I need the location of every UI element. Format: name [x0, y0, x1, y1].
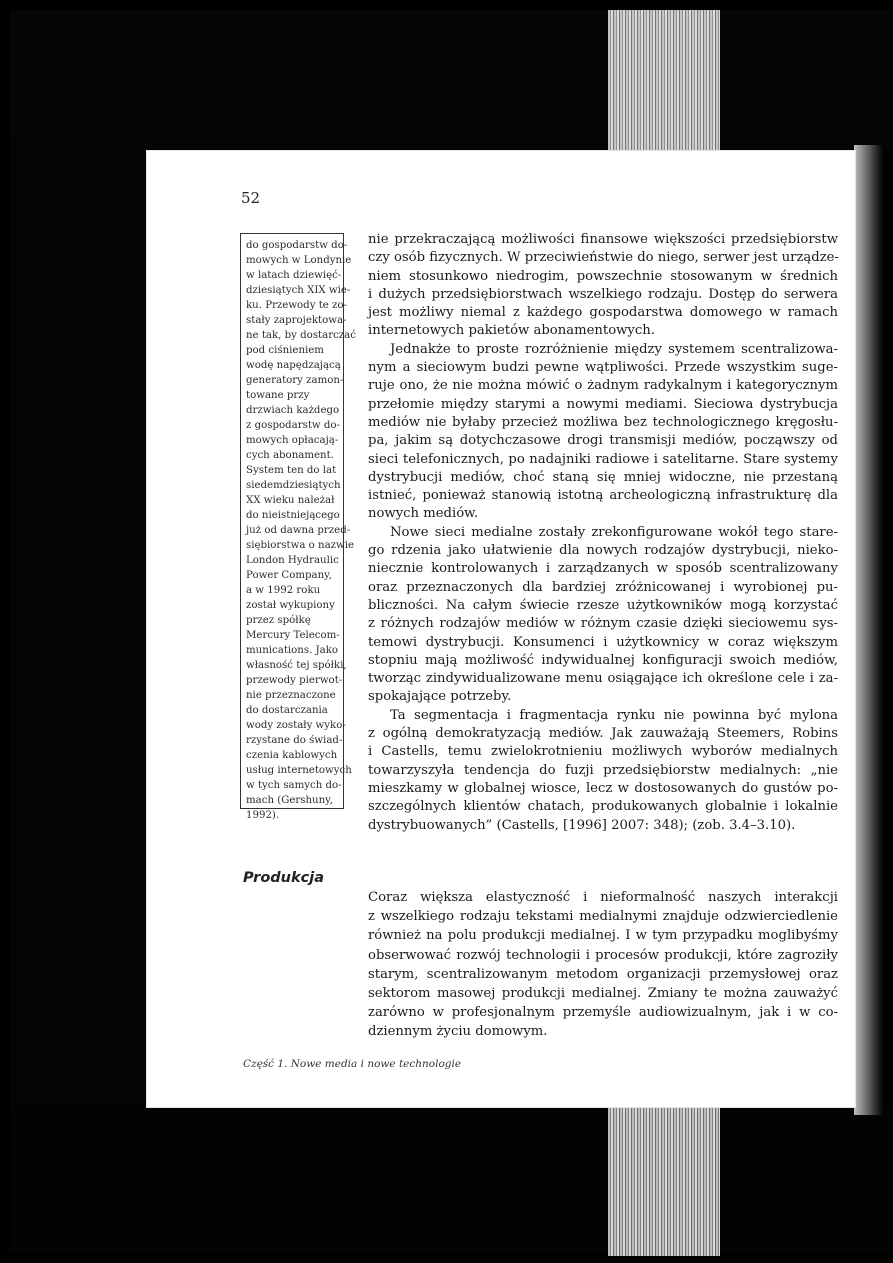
sidebar-line: w tych samych do- [246, 780, 342, 791]
paragraph [368, 231, 838, 341]
sidebar-line: ku. Przewody te zo- [246, 300, 348, 311]
text-line: czy osób fizycznych. W przeciwieństwie do niego, serwer jest urządze- [368, 250, 839, 266]
sidebar-line: generatory zamon- [246, 375, 344, 386]
text-line: istnieć, ponieważ stanowią istotną archeologiczną infrastrukturę dla [368, 488, 838, 504]
scan-left-shadow [10, 140, 146, 1115]
text-line: ruje ono, że nie można mówić o żadnym radykalnym i kategorycznym [368, 378, 838, 394]
section-heading: Produkcja [243, 870, 324, 886]
text-line: również na polu produkcji medialnej. I w tym przypadku moglibyśmy [368, 928, 838, 944]
text-line: mieszkamy w globalnej wiosce, lecz w dostosowanych do gustów po- [368, 780, 838, 796]
text-line: oraz przeznaczonych dla bardziej zróżnicowanej i wyrobionej pu- [368, 579, 838, 595]
text-line: nie przekraczającą możliwości finansowe większości przedsiębiorstw [368, 232, 838, 247]
text-line: sektorom masowej produkcji medialnej. Zmiany te można zauważyć [368, 986, 838, 1002]
text-line: Jednakże to proste rozróżnienie między systemem scentralizowa- [390, 341, 838, 357]
sidebar-line: wody zostały wyko- [246, 720, 346, 731]
text-line: bliczności. Na całym świecie rzesze użytkowników mogą korzystać [368, 597, 838, 613]
text-line: starym, scentralizowanym metodom organizacji przemysłowej oraz [368, 966, 838, 982]
text-line: z wszelkiego rodzaju tekstami medialnymi znajduje odzwierciedlenie [368, 909, 838, 925]
text-line: dystrybucji mediów, choć staną się mniej widoczne, nie przestaną [368, 469, 838, 485]
sidebar-line: przewody pierwot- [246, 675, 343, 686]
text-line: obserwować rozwój technologii i procesów produkcji, które zagroziły [368, 947, 838, 963]
sidebar-line: drzwiach każdego [246, 405, 340, 416]
text-line: sieci telefonicznych, po nadajniki radiowe i satelitarne. Stare systemy [368, 451, 838, 467]
sidebar-line: rzystane do świad- [246, 735, 343, 746]
sidebar-line: mowych opłacają- [246, 435, 339, 446]
sidebar-note [240, 233, 356, 821]
text-line: i dużych przedsiębiorstwach wszelkiego rodzaju. Dostęp do serwera [368, 286, 838, 302]
text-line: z różnych rodzajów mediów w różnym czasie dzięki sieciowemu sys- [368, 616, 838, 632]
paragraph [368, 707, 838, 835]
main-text [368, 231, 838, 835]
sidebar-line: został wykupiony [246, 600, 335, 611]
sidebar-line: mowych w Londynie [246, 255, 352, 266]
text-line: dziennym życiu domowym. [368, 1024, 548, 1040]
sidebar-line: przez spółkę [246, 615, 311, 626]
sidebar-line: a w 1992 roku [246, 585, 321, 596]
scan-bottom-shadow [10, 1108, 890, 1253]
sidebar-line: 1992). [246, 810, 280, 821]
text-line: z ogólną demokratyzacją mediów. Jak zauważają Steemers, Robins [368, 726, 838, 742]
text-line: Ta segmentacja i fragmentacja rynku nie powinna być mylona [390, 707, 838, 723]
sidebar-line: Mercury Telecom- [246, 630, 340, 641]
sidebar-line: wodę napędzającą [246, 360, 341, 371]
section-text [368, 888, 838, 1042]
text-line: dystrybuowanych” (Castells, [1996] 2007: 348); (zob. 3.4–3.10). [368, 817, 796, 833]
text-line: jest możliwy niemal z każdego gospodarstwa domowego w ramach [368, 305, 838, 321]
sidebar-line: do gospodarstw do- [246, 240, 348, 251]
text-line: nym a sieciowym budzi pewne wątpliwości. Przede wszystkim suge- [368, 360, 838, 376]
sidebar-line: XX wieku należał [246, 495, 335, 506]
sidebar-line: System ten do lat [246, 465, 337, 476]
sidebar-line: mach (Gershuny, [246, 795, 333, 806]
sidebar-line: ne tak, by dostarczać [246, 330, 356, 341]
sidebar-line: cych abonament. [246, 450, 334, 461]
page-edge-shadow [854, 145, 884, 1115]
text-line: go rdzenia jako ułatwienie dla nowych rodzajów dystrybucji, nieko- [368, 543, 838, 559]
sidebar-line: pod ciśnieniem [246, 345, 324, 356]
text-line: nowych mediów. [368, 506, 479, 522]
sidebar-line: własność tej spółki, [246, 660, 347, 671]
sidebar-line: Power Company, [246, 570, 332, 581]
text-line: towarzyszyła tendencja do fuzji przedsiębiorstw medialnych: „nie [368, 762, 838, 778]
text-line: mediów nie byłaby przecież możliwa bez technologicznego kręgosłu- [368, 414, 838, 430]
sidebar-line: w latach dziewięć- [246, 270, 342, 281]
scan-artifact-bottom [608, 1098, 720, 1256]
sidebar-line: do nieistniejącego [246, 510, 340, 521]
text-line: Coraz większa elastyczność i nieformalność naszych interakcji [368, 890, 838, 905]
text-line: niem stosunkowo niedrogim, powszechnie stosowanym w średnich [368, 268, 838, 284]
text-line: spokajające potrzeby. [368, 689, 512, 705]
sidebar-line: usług internetowych [246, 765, 352, 776]
text-line: Nowe sieci medialne zostały zrekonfigurowane wokół tego stare- [390, 524, 838, 540]
paragraph [368, 524, 838, 707]
text-line: zarówno w profesjonalnym przemyśle audiowizualnym, jak i w co- [368, 1005, 838, 1021]
sidebar-line: nie przeznaczone [246, 690, 336, 701]
text-line: pa, jakim są dotychczasowe drogi transmisji mediów, począwszy od [368, 433, 838, 449]
sidebar-line: już od dawna przed- [246, 525, 351, 536]
page-number: 52 [241, 189, 261, 207]
sidebar-line: stały zaprojektowa- [246, 315, 347, 326]
sidebar-line: munications. Jako [246, 645, 339, 656]
scan-artifact-top [608, 10, 720, 165]
text-line: szczególnych klientów chatach, produkowanych globalnie i lokalnie [368, 799, 838, 815]
paragraph [368, 341, 838, 524]
sidebar-line: dziesiątych XIX wie- [246, 285, 351, 296]
sidebar-line: z gospodarstw do- [246, 420, 340, 431]
text-line: tworząc zindywidualizowane menu osiągające ich określone cele i za- [368, 671, 838, 687]
sidebar-line: do dostarczania [246, 705, 328, 716]
sidebar-line: London Hydraulic [246, 555, 339, 566]
scan-top-shadow [10, 10, 890, 150]
text-line: przełomie między starymi a nowymi mediami. Sieciowa dystrybucja [368, 396, 838, 412]
text-line: i Castells, temu zwielokrotnieniu możliwych wyborów medialnych [368, 744, 838, 760]
sidebar-line: siębiorstwa o nazwie [246, 540, 355, 551]
sidebar-line: czenia kablowych [246, 750, 338, 761]
text-line: temowi dystrybucji. Konsumenci i użytkownicy w coraz większym [368, 634, 838, 650]
text-line: stopniu mają możliwość indywidualnej konfiguracji swoich mediów, [368, 652, 838, 668]
text-line: niecznie kontrolowanych i zarządzanych w sposób scentralizowany [368, 561, 838, 577]
sidebar-line: siedemdziesiątych [246, 480, 341, 491]
running-footer: Część 1. Nowe media i nowe technologie [243, 1058, 462, 1070]
sidebar-line: towane przy [246, 390, 310, 401]
text-line: internetowych pakietów abonamentowych. [368, 323, 655, 339]
